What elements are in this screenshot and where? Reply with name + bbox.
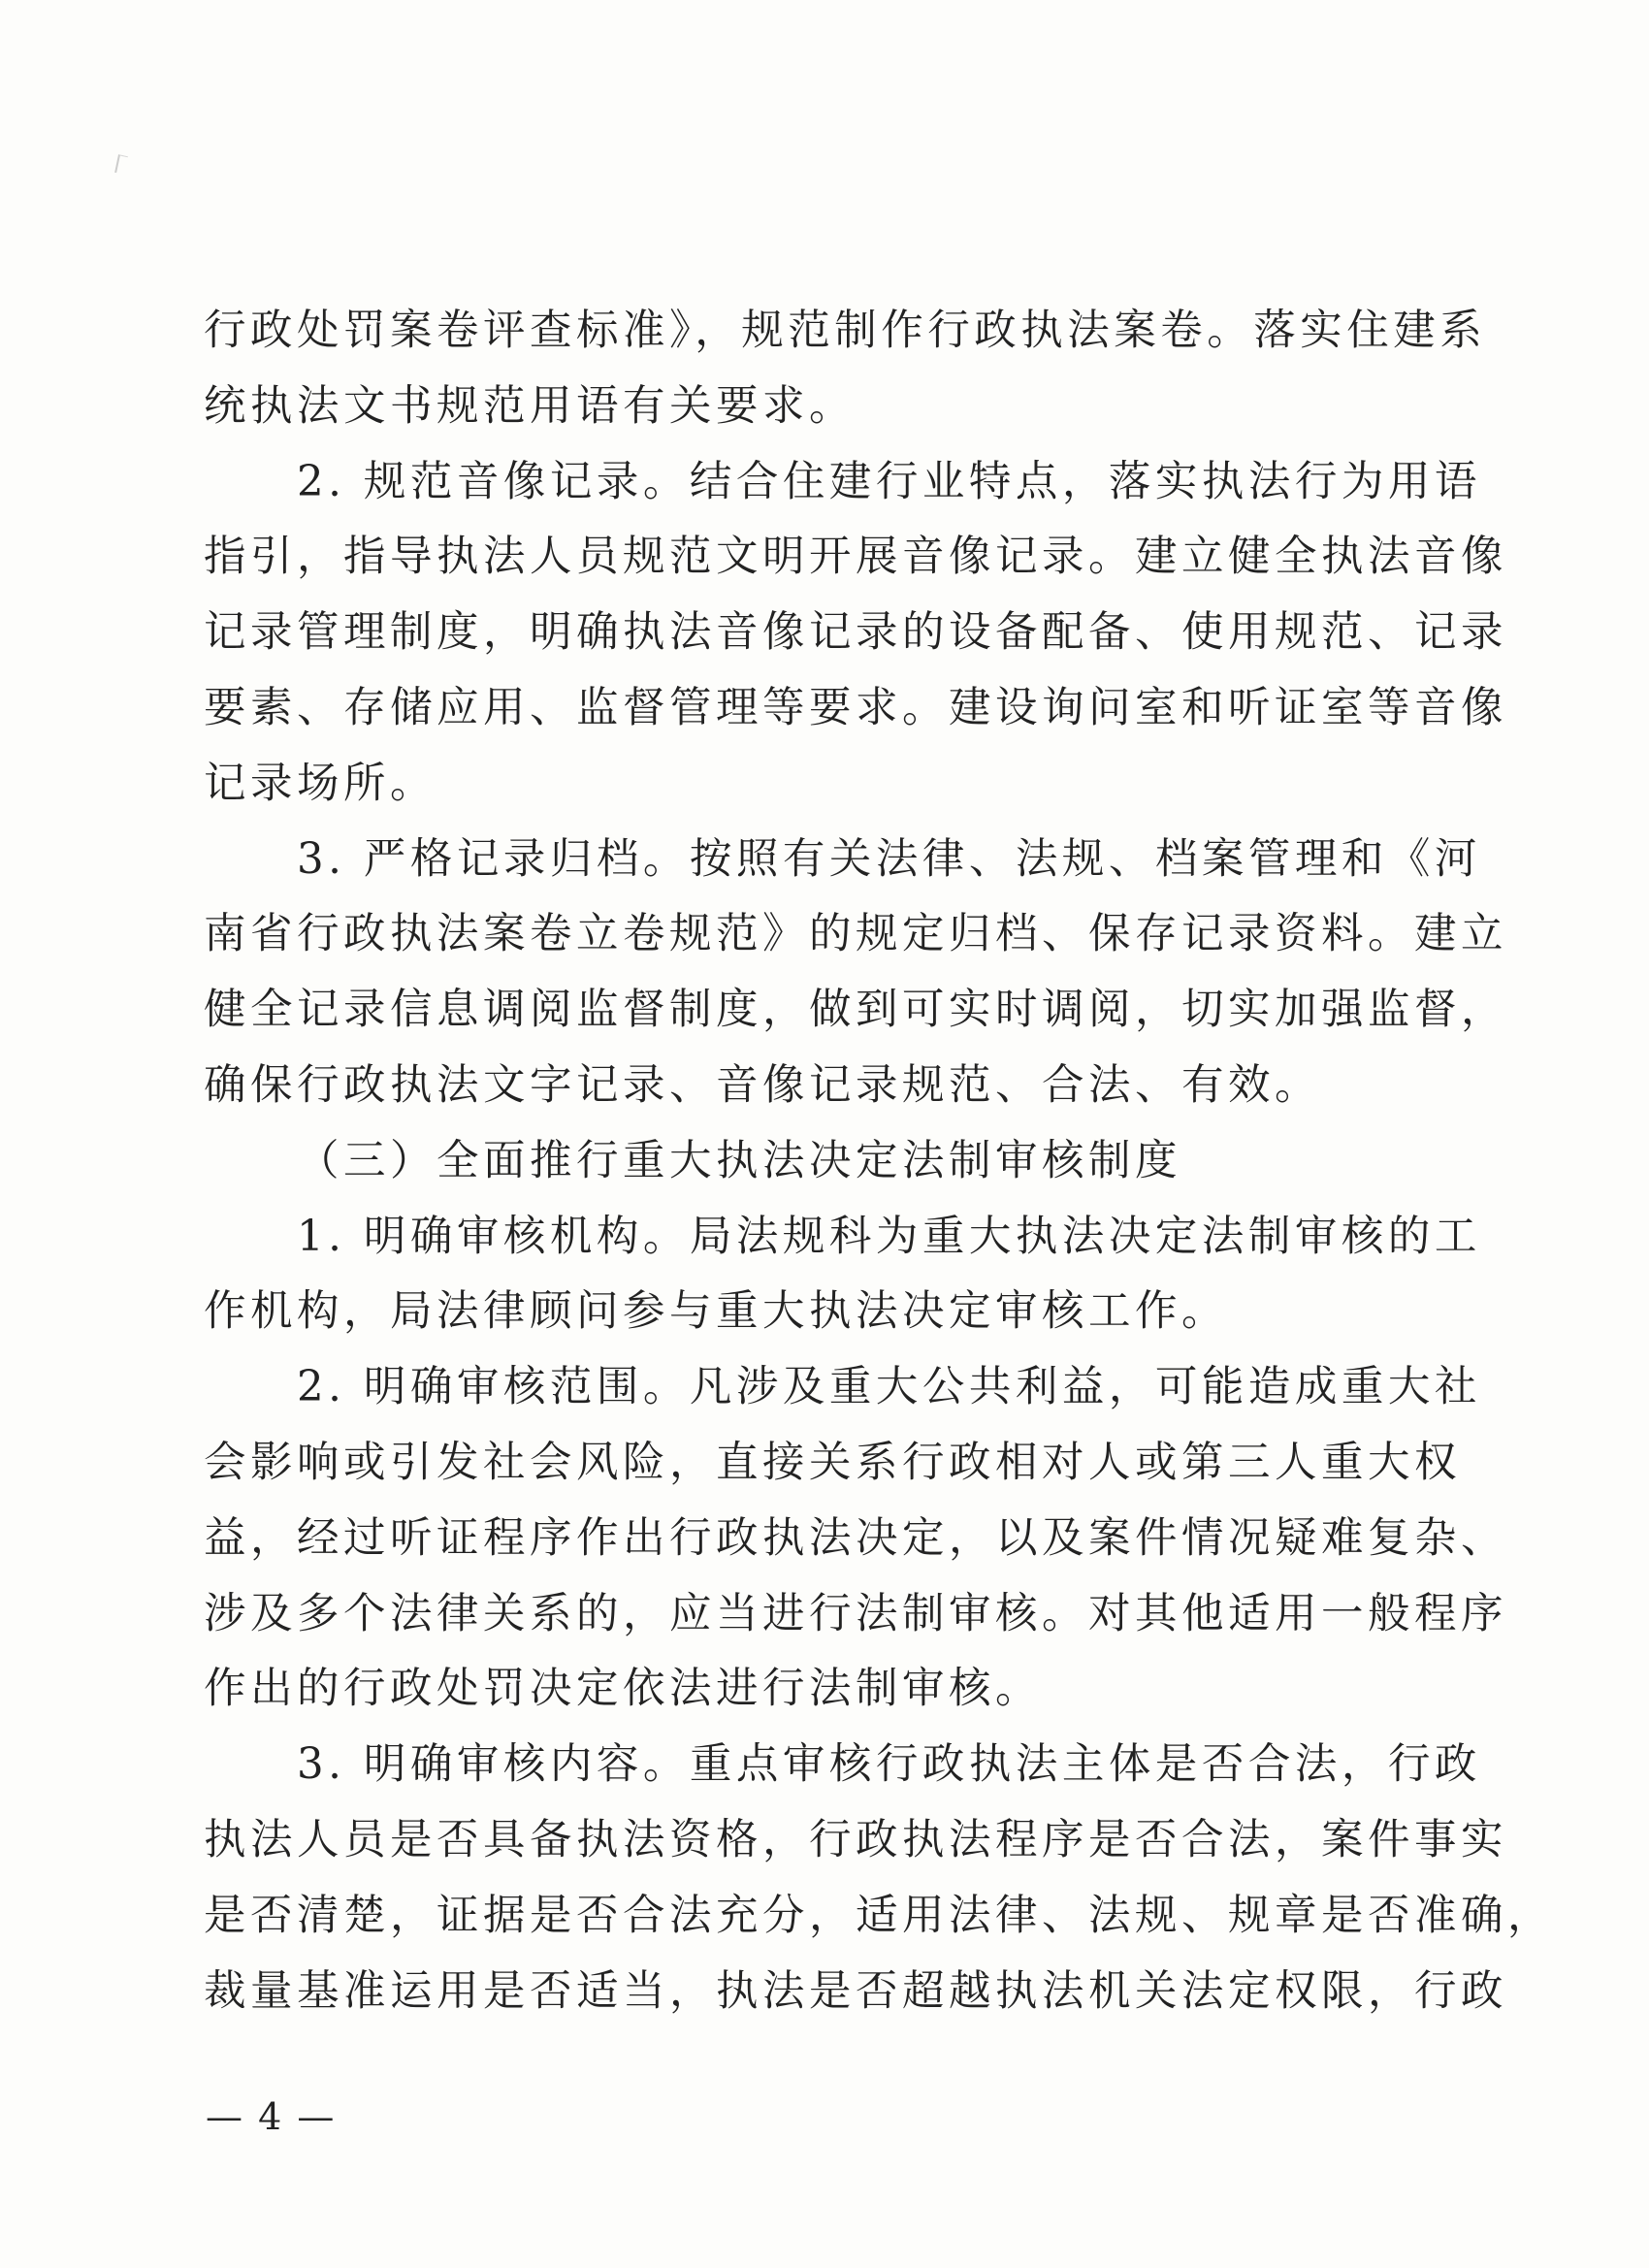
text-line: 涉及多个法律关系的，应当进行法制审核。对其他适用一般程序 xyxy=(204,1589,1507,1638)
page-number: — 4 — xyxy=(206,2095,337,2138)
paragraph-start: 3. 明确审核内容。重点审核行政执法主体是否合法，行政 xyxy=(297,1740,1481,1790)
paragraph-start: 3. 严格记录归档。按照有关法律、法规、档案管理和《河 xyxy=(297,834,1481,884)
text-line: 记录管理制度，明确执法音像记录的设备配备、使用规范、记录 xyxy=(204,608,1507,658)
text-line: 南省行政执法案卷立卷规范》的规定归档、保存记录资料。建立 xyxy=(204,910,1507,959)
text-line: 行政处罚案卷评查标准》，规范制作行政执法案卷。落实住建系 xyxy=(204,307,1487,355)
text-line: 裁量基准运用是否适当，执法是否超越执法机关法定权限，行政 xyxy=(204,1966,1507,2016)
text-line: 记录场所。 xyxy=(204,759,436,808)
section-heading: （三）全面推行重大执法决定法制审核制度 xyxy=(297,1136,1181,1185)
paragraph-start: 2. 规范音像记录。结合住建行业特点，落实执法行为用语 xyxy=(297,457,1481,506)
text-line: 益，经过听证程序作出行政执法决定，以及案件情况疑难复杂、 xyxy=(204,1513,1507,1563)
paragraph-start: 1. 明确审核机构。局法规科为重大执法决定法制审核的工 xyxy=(297,1212,1481,1261)
text-line: 要素、存储应用、监督管理等要求。建设询问室和听证室等音像 xyxy=(204,683,1507,732)
text-line: 健全记录信息调阅监督制度，做到可实时调阅，切实加强监督， xyxy=(204,986,1507,1035)
text-line: 统执法文书规范用语有关要求。 xyxy=(204,381,856,431)
text-line: 作机构，局法律顾问参与重大执法决定审核工作。 xyxy=(204,1287,1228,1337)
text-line: 作出的行政处罚决定依法进行法制审核。 xyxy=(204,1665,1042,1714)
text-line: 指引，指导执法人员规范文明开展音像记录。建立健全执法音像 xyxy=(204,533,1507,582)
text-line: 会影响或引发社会风险，直接关系行政相对人或第三人重大权 xyxy=(204,1438,1461,1487)
document-body xyxy=(204,294,1554,2029)
text-line: 是否清楚，证据是否合法充分，适用法律、法规、规章是否准确， xyxy=(204,1891,1554,1940)
text-line: 执法人员是否具备执法资格，行政执法程序是否合法，案件事实 xyxy=(204,1815,1507,1864)
text-line: 确保行政执法文字记录、音像记录规范、合法、有效。 xyxy=(204,1060,1321,1110)
paragraph-start: 2. 明确审核范围。凡涉及重大公共利益，可能造成重大社 xyxy=(297,1363,1481,1412)
scan-mark xyxy=(114,154,128,175)
